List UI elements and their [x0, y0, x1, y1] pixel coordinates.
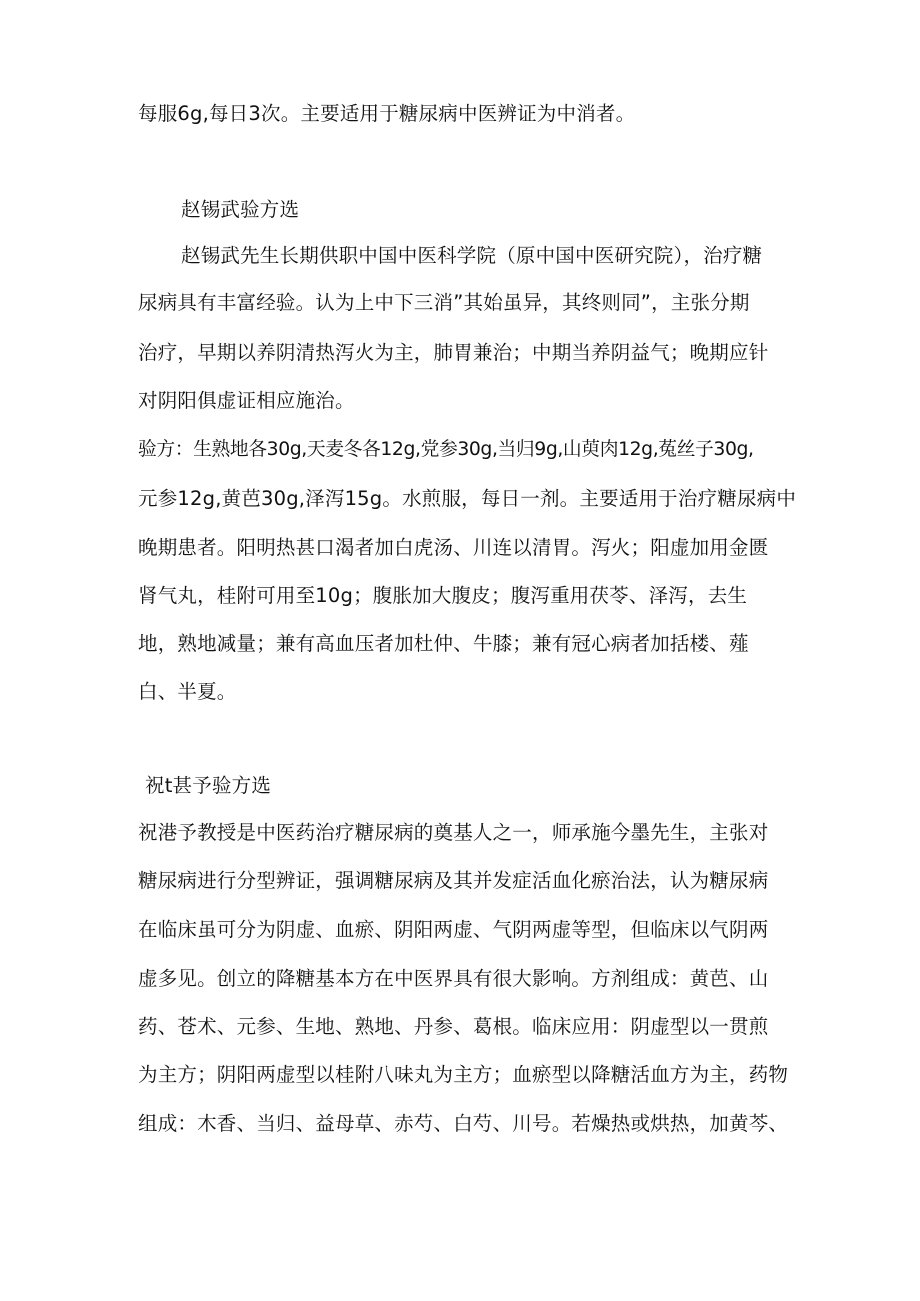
paragraph-line: 药、苍术、元参、生地、熟地、丹参、葛根。临床应用：阴虚型以一贯煎 — [138, 1015, 769, 1038]
paragraph-line: 组成：木香、当归、益母草、赤芍、白芍、川号。若燥热或烘热，加黄芩、 — [138, 1112, 789, 1135]
paragraph-line: 为主方；阴阳两虚型以桂附八味丸为主方；血瘀型以降糖活血方为主，药物 — [138, 1063, 789, 1086]
dosage-line: 每服6g,每日3次。主要适用于糖尿病中医辨证为中消者。 — [138, 102, 636, 125]
paragraph-line: 对阴阳俱虚证相应施治。 — [138, 389, 355, 412]
recipe-line: 白、半夏。 — [138, 680, 237, 703]
recipe-line: 晚期患者。阳明热甚口渴者加白虎汤、川连以清胃。泻火；阳虚加用金匮 — [138, 536, 769, 559]
paragraph-line: 在临床虽可分为阴虚、血瘀、阴阳两虚、气阴两虚等型，但临床以气阴两 — [138, 918, 769, 941]
section-heading-zhao: 赵锡武验方选 — [181, 198, 300, 221]
paragraph-line: 糖尿病进行分型辨证，强调糖尿病及其并发症活血化瘀治法，认为糖尿病 — [138, 869, 769, 892]
paragraph-line: 祝港予教授是中医药治疗糖尿病的奠基人之一，师承施今墨先生，主张对 — [138, 821, 769, 844]
section-heading-zhu: 祝t甚予验方选 — [145, 774, 272, 797]
paragraph-line: 尿病具有丰富经验。认为上中下三消”其始虽异，其终则同”，主张分期 — [138, 291, 750, 314]
paragraph-line: 虚多见。创立的降糖基本方在中医界具有很大影响。方剂组成：黄芭、山 — [138, 967, 769, 990]
paragraph-line: 治疗，早期以养阴清热泻火为主，肺胃兼治；中期当养阴益气；晚期应针 — [138, 341, 769, 364]
recipe-line: 元参12g,黄芭30g,泽泻15g。水煎服，每日一剂。主要适用于治疗糖尿病中 — [138, 487, 797, 510]
recipe-line: 验方：生熟地各30g,天麦冬各12g,党参30g,当归9g,山萸肉12g,菟丝子30g, — [138, 439, 754, 460]
paragraph-line: 赵锡武先生长期供职中国中医科学院（原中国中医研究院），治疗糖 — [181, 244, 763, 267]
recipe-line: 地，熟地减量；兼有高血压者加杜仲、牛膝；兼有冠心病者加括楼、薤 — [138, 632, 749, 655]
recipe-line: 肾气丸，桂附可用至10g；腹胀加大腹皮；腹泻重用茯苓、泽泻，去生 — [138, 584, 748, 607]
